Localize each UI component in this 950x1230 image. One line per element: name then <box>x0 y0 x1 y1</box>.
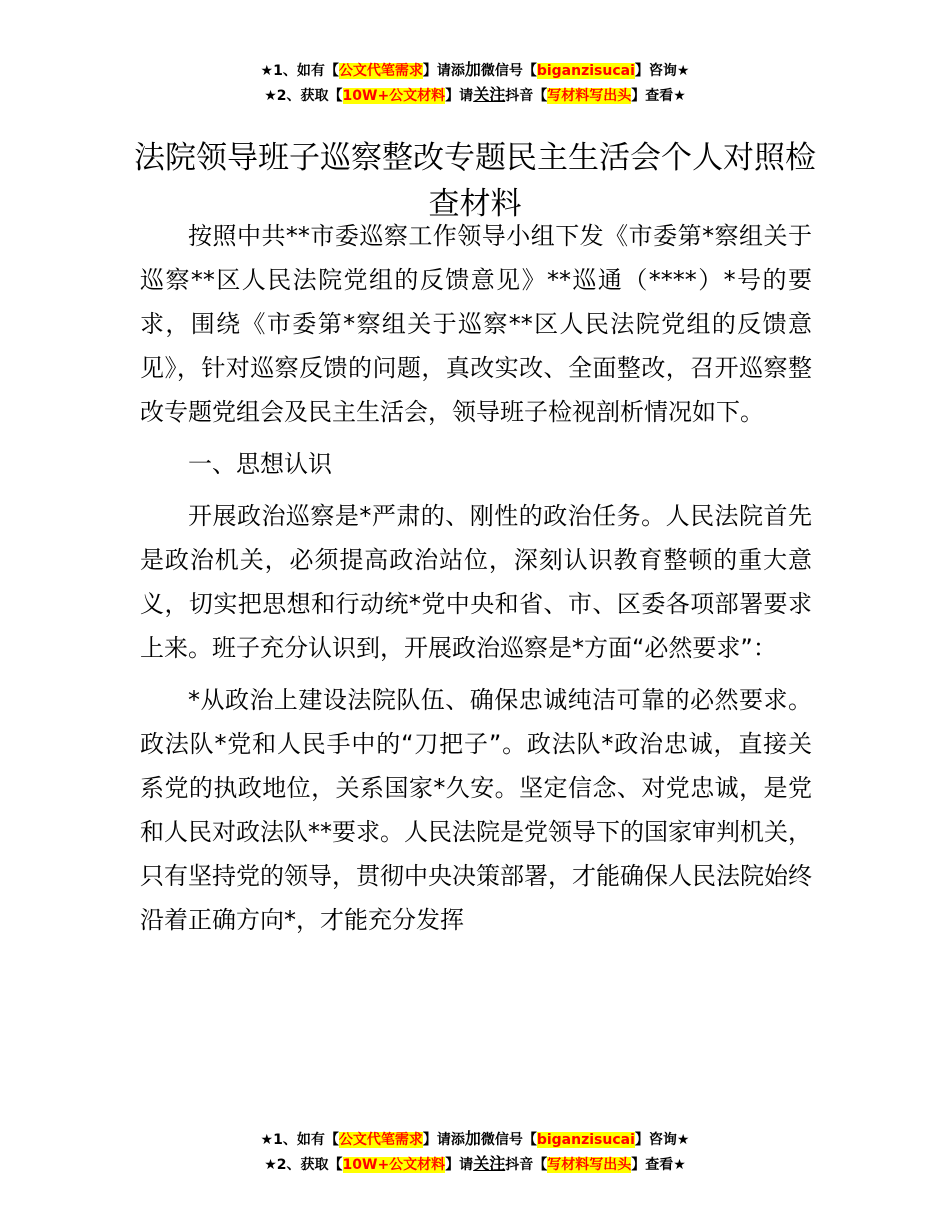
banner-text: 微信号【 <box>480 63 537 79</box>
banner-line-1 <box>0 58 950 83</box>
banner-text: 】请添 <box>422 63 465 79</box>
paragraph: 开展政治巡察是*严肃的、刚性的政治任务。人民法院首先是政治机关，必须提高政治站位，深刻认识教育整顿的重大意义，切实把思想和行动统*党中央和省、市、区委各项部署要求上来。班子充分认识到，开展政治巡察是*方面“必然要求”： <box>140 502 812 662</box>
banner-text-underlined: 关注 <box>473 1154 506 1173</box>
banner-text: 】咨询★ <box>634 63 690 79</box>
banner-text-large: 加 <box>464 60 481 79</box>
highlight-ghostwriting: 公文代笔需求 <box>338 63 423 79</box>
highlight-materials: 10W+公文材料 <box>342 1157 446 1173</box>
banner-text: ★1、如有【 <box>260 1132 339 1148</box>
banner-text: ★1、如有【 <box>260 63 339 79</box>
banner-text: 】查看★ <box>631 1157 686 1173</box>
banner-text: ★2、获取【 <box>264 1157 343 1173</box>
banner-text: 】请添 <box>422 1132 465 1148</box>
paragraph: *从政治上建设法院队伍、确保忠诚纯洁可靠的必然要求。政法队*党和人民手中的“刀把子”。政法队*政治忠诚，直接关系党的执政地位，关系国家*久安。坚定信念、对党忠诚，是党和人民对政法队**要求。人民法院是党领导下的国家审判机关，只有坚持党的领导，贯彻中央决策部署，才能确保人民法院始终沿着正确方向*，才能充分发挥 <box>140 686 812 934</box>
banner-text: 微信号【 <box>480 1132 537 1148</box>
highlight-wechat-id: biganzisucai <box>536 1132 635 1148</box>
highlight-wechat-id: biganzisucai <box>536 63 635 79</box>
highlight-douyin: 写材料写出头 <box>547 88 632 104</box>
banner-text: 抖音【 <box>505 88 548 104</box>
banner-line-1 <box>0 1127 950 1152</box>
banner-text: 抖音【 <box>505 1157 548 1173</box>
highlight-douyin: 写材料写出头 <box>547 1157 632 1173</box>
banner-text: 】查看★ <box>631 88 686 104</box>
section-heading: 一、思想认识 <box>188 450 332 478</box>
banner-line-2 <box>0 1152 950 1177</box>
highlight-ghostwriting: 公文代笔需求 <box>338 1132 423 1148</box>
highlight-materials: 10W+公文材料 <box>342 88 446 104</box>
banner-text-large: 加 <box>464 1129 481 1148</box>
header-banner <box>0 58 950 108</box>
banner-line-2 <box>0 83 950 108</box>
footer-banner <box>0 1127 950 1177</box>
banner-text: 】请 <box>445 88 474 104</box>
document-title: 法院领导班子巡察整改专题民主生活会个人对照检查材料 <box>134 139 816 222</box>
banner-text: 】请 <box>445 1157 474 1173</box>
banner-text: 】咨询★ <box>634 1132 690 1148</box>
paragraph-intro: 按照中共**市委巡察工作领导小组下发《市委第*察组关于巡察**区人民法院党组的反馈意见》**巡通（****）*号的要求，围绕《市委第*察组关于巡察**区人民法院党组的反馈意见》，针对巡察反馈的问题，真改实改、全面整改，召开巡察整改专题党组会及民主生活会，领导班子检视剖析情况如下。 <box>140 222 812 426</box>
document-body <box>140 214 812 942</box>
banner-text: ★2、获取【 <box>264 88 343 104</box>
banner-text-underlined: 关注 <box>473 85 506 104</box>
